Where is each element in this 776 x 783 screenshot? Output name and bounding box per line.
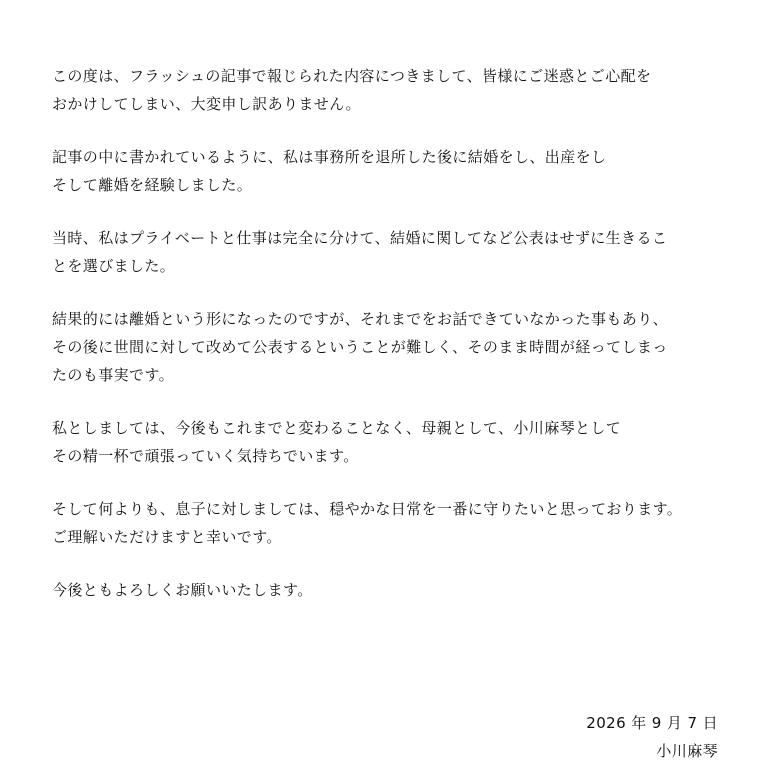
- paragraph-apology: [52, 62, 752, 118]
- paragraph-line: 記事の中に書かれているように、私は事務所を退所した後に結婚をし、出産をし: [52, 148, 607, 166]
- paragraph-privacy: [52, 224, 752, 280]
- paragraph-line: その精一杯で頑張っていく気持ちでいます。: [52, 447, 359, 465]
- paragraph-commitment: [52, 414, 752, 470]
- paragraph-line: たのも事実です。: [52, 366, 175, 384]
- paragraph-line: そして何よりも、息子に対しましては、穏やかな日常を一番に守りたいと思っております。: [52, 500, 683, 518]
- paragraph-son: [52, 495, 752, 551]
- statement-body: [52, 62, 752, 629]
- paragraph-explanation: [52, 305, 752, 389]
- signature-date: 2026 年 9 月 7 日: [586, 714, 718, 732]
- paragraph-line: おかけしてしまい、大変申し訳ありません。: [52, 95, 361, 113]
- paragraph-line: とを選びました。: [52, 257, 176, 275]
- paragraph-line: この度は、フラッシュの記事で報じられた内容につきまして、皆様にご迷惑とご心配を: [52, 67, 652, 85]
- paragraph-line: 結果的には離婚という形になったのですが、それまでをお話できていなかった事もあり、: [52, 310, 669, 328]
- paragraph-line: そして離婚を経験しました。: [52, 176, 253, 194]
- paragraph-line: 今後ともよろしくお願いいたします。: [52, 581, 313, 599]
- paragraph-line: 当時、私はプライベートと仕事は完全に分けて、結婚に関してなど公表はせずに生きるこ: [52, 229, 668, 247]
- paragraph-line: ご理解いただけますと幸いです。: [52, 528, 282, 546]
- paragraph-closing: [52, 576, 752, 604]
- signature-block: [586, 709, 718, 765]
- paragraph-background: [52, 143, 752, 199]
- paragraph-line: 私としましては、今後もこれまでと変わることなく、母親として、小川麻琴として: [52, 419, 622, 437]
- signature-name: 小川麻琴: [656, 742, 718, 760]
- paragraph-line: その後に世間に対して改めて公表するということが難しく、そのまま時間が経ってしまっ: [52, 338, 668, 356]
